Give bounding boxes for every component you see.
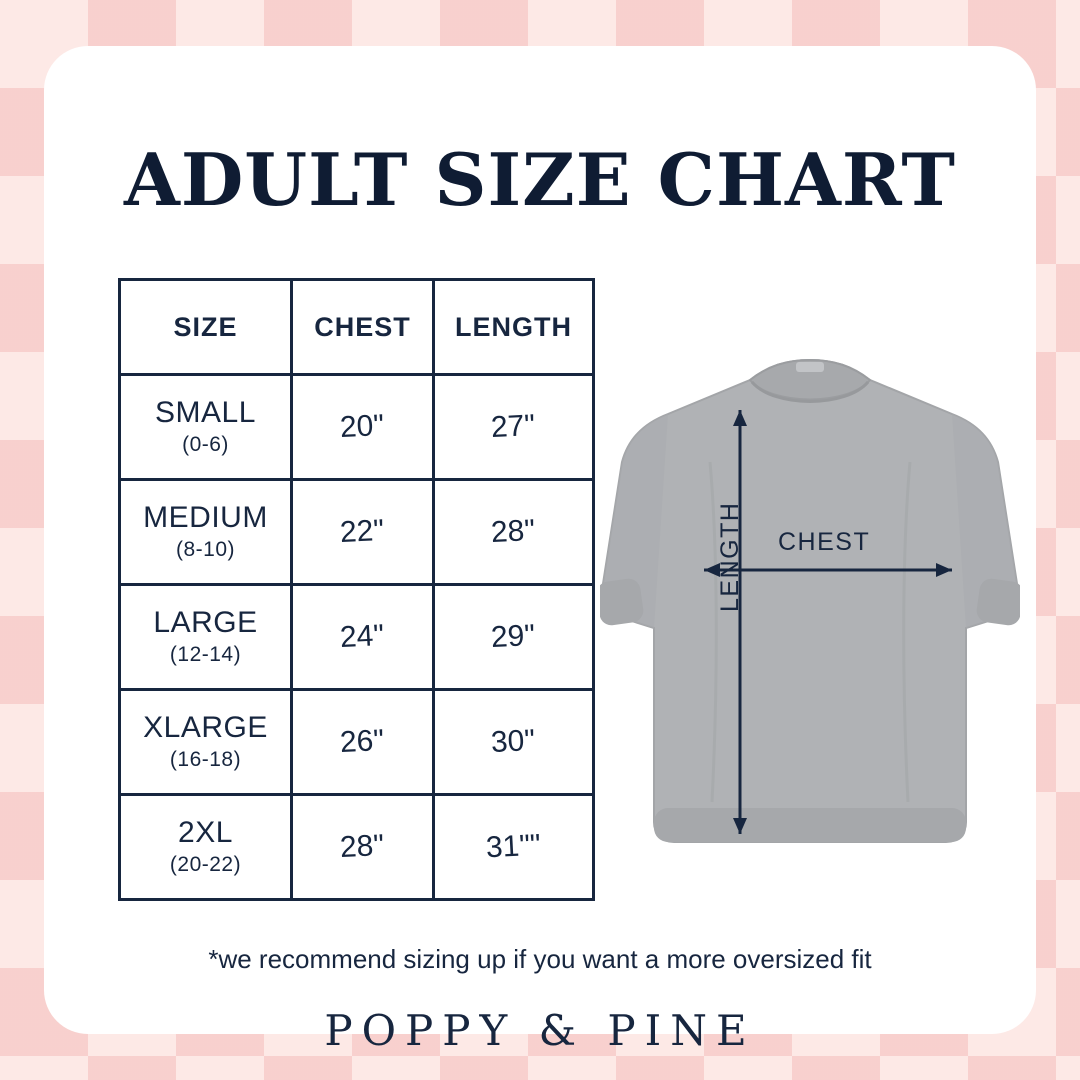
size-name: XLARGE xyxy=(143,711,268,745)
cell-chest xyxy=(292,480,434,585)
size-range: (16-18) xyxy=(169,747,242,771)
size-range: (20-22) xyxy=(169,852,242,876)
size-name: MEDIUM xyxy=(143,501,268,535)
table-row xyxy=(120,795,594,900)
length-value: 28" xyxy=(490,513,537,550)
chest-value: 22" xyxy=(339,513,386,550)
chest-value: 28" xyxy=(339,828,386,865)
cell-chest xyxy=(292,375,434,480)
size-range: (12-14) xyxy=(169,642,242,666)
size-chart-card xyxy=(44,46,1036,1055)
table-row xyxy=(120,375,594,480)
column-header-size: SIZE xyxy=(120,280,292,375)
cell-length xyxy=(434,375,594,480)
cell-chest xyxy=(292,795,434,900)
brand-name: POPPY & PINE xyxy=(324,1006,756,1055)
cell-size xyxy=(120,795,292,900)
chest-dimension-label: CHEST xyxy=(778,528,871,556)
chest-value: 26" xyxy=(339,723,386,760)
cell-size xyxy=(120,480,292,585)
sweatshirt-illustration xyxy=(600,322,1020,922)
table-row xyxy=(120,690,594,795)
length-dimension-label: LENGTH xyxy=(716,501,744,612)
length-value: 31"" xyxy=(485,828,542,865)
sweatshirt-graphic xyxy=(600,322,1020,922)
table-row xyxy=(120,585,594,690)
cell-size xyxy=(120,375,292,480)
size-table-container xyxy=(118,278,592,901)
chest-value: 24" xyxy=(339,618,386,655)
cell-size xyxy=(120,585,292,690)
length-value: 27" xyxy=(490,408,537,445)
column-header-chest: CHEST xyxy=(292,280,434,375)
size-range: (8-10) xyxy=(175,537,236,561)
page-title: ADULT SIZE CHART xyxy=(123,137,956,222)
cell-length xyxy=(434,585,594,690)
cell-chest xyxy=(292,690,434,795)
length-value: 30" xyxy=(490,723,537,760)
size-range: (0-6) xyxy=(182,432,229,456)
table-header-row xyxy=(120,280,594,375)
size-name: 2XL xyxy=(178,816,233,850)
sizing-note: *we recommend sizing up if you want a more oversized fit xyxy=(208,944,872,974)
column-header-length: LENGTH xyxy=(434,280,594,375)
table-row xyxy=(120,480,594,585)
cell-length xyxy=(434,690,594,795)
size-table xyxy=(118,278,595,901)
size-name: LARGE xyxy=(153,606,258,640)
chest-value: 20" xyxy=(339,408,386,445)
cell-size xyxy=(120,690,292,795)
length-value: 29" xyxy=(490,618,537,655)
cell-length xyxy=(434,480,594,585)
size-name: SMALL xyxy=(155,396,256,430)
cell-chest xyxy=(292,585,434,690)
cell-length xyxy=(434,795,594,900)
